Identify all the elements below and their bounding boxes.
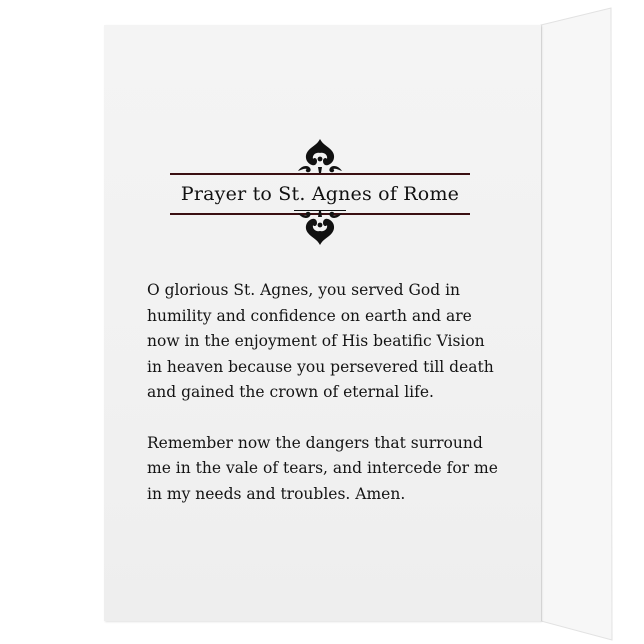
prayer-paragraph: O glorious St. Agnes, you served God in humility and confidence on earth and are now in the enjoyment of His beatific Vision in heaven because you persevered till death and gained the crown of eternal life. — [147, 281, 494, 401]
damask-ornament-icon — [292, 137, 348, 175]
damask-ornament-icon — [292, 209, 348, 247]
prayer-paragraph: Remember now the dangers that surround me in the vale of tears, and intercede for me in my needs and troubles. Amen. — [147, 433, 498, 503]
prayer-text — [147, 278, 527, 532]
title-header — [170, 137, 470, 247]
title-rule-upper — [170, 173, 470, 175]
card-title: Prayer to St. Agnes of Rome — [180, 183, 460, 205]
